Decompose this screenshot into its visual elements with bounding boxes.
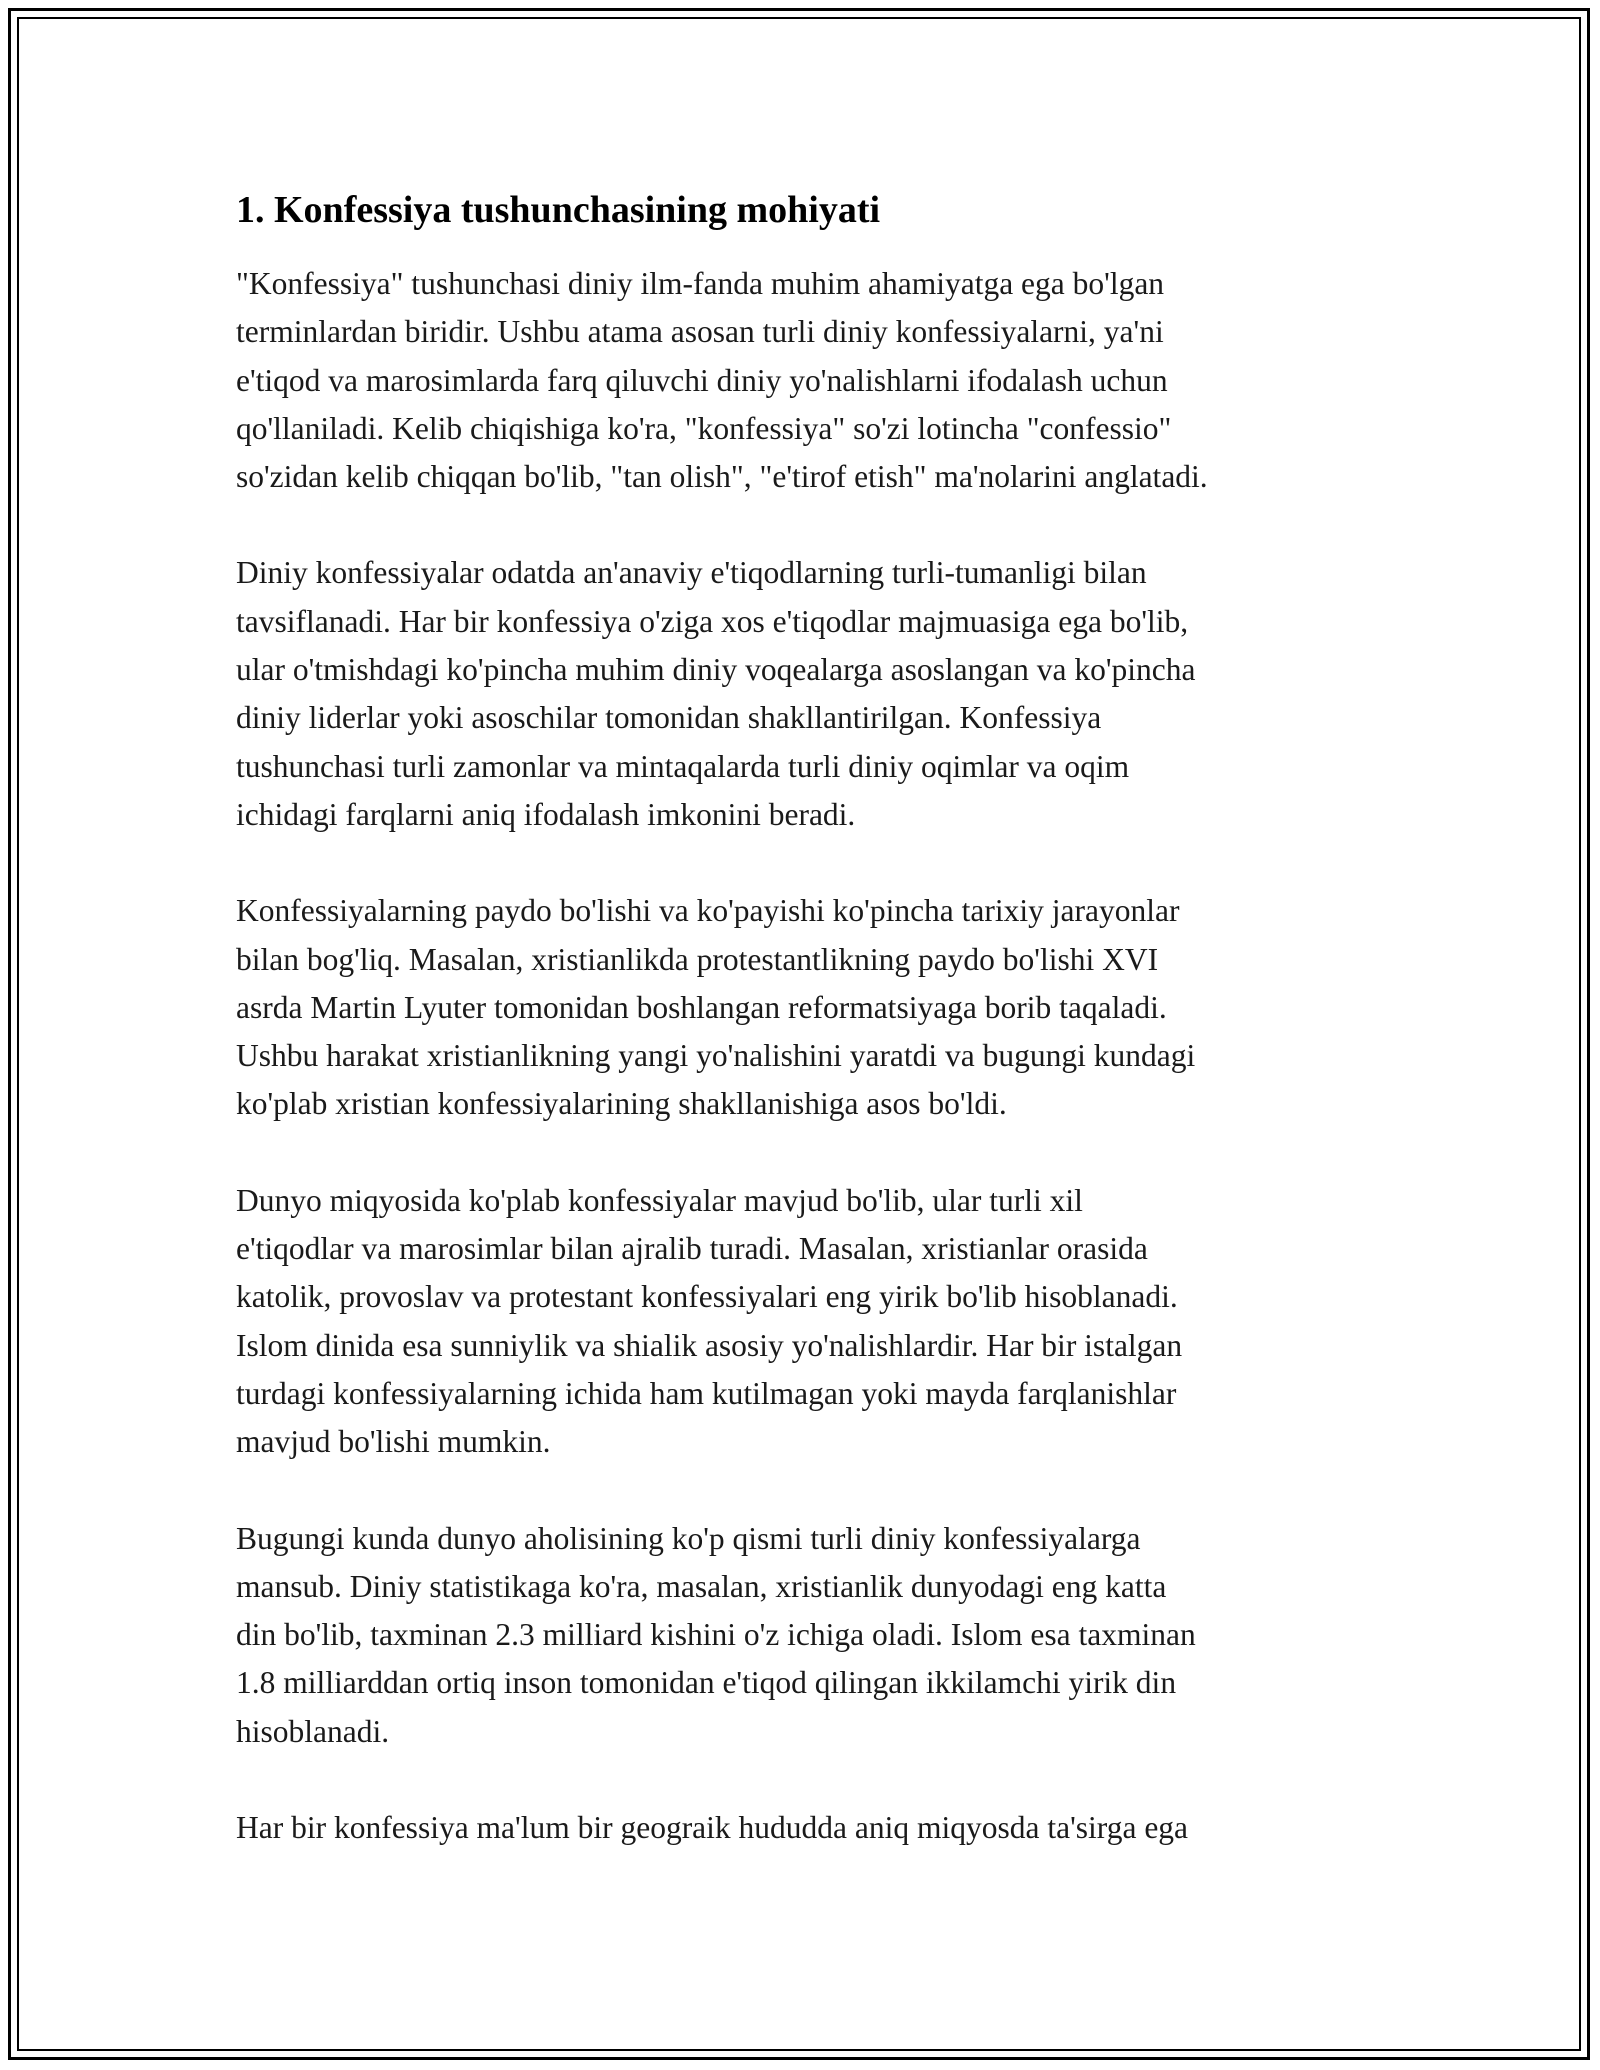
paragraph-line: e'tiqodlar va marosimlar bilan ajralib turadi. Masalan, xristianlar orasida [236,1231,1148,1267]
section-heading: 1. Konfessiya tushunchasining mohiyati [236,189,881,231]
paragraph-line: qo'llaniladi. Kelib chiqishiga ko'ra, "konfessiya" so'zi lotincha "confessio" [236,410,1172,446]
paragraph-line: tushunchasi turli zamonlar va mintaqalarda turli diniy oqimlar va oqim [236,748,1130,784]
paragraph-line: diniy liderlar yoki asoschilar tomonidan shakllantirilgan. Konfessiya [236,700,1102,736]
paragraph-line: terminlardan biridir. Ushbu atama asosan turli diniy konfessiyalarni, ya'ni [236,314,1164,350]
paragraph-line: Konfessiyalarning paydo bo'lishi va ko'payishi ko'pincha tarixiy jarayonlar [236,893,1180,929]
paragraph-line: katolik, provoslav va protestant konfessiyalari eng yirik bo'lib hisoblanadi. [236,1279,1178,1315]
paragraph-line: hisoblanadi. [236,1713,390,1749]
paragraph-line: turdagi konfessiyalarning ichida ham kutilmagan yoki mayda farqlanishlar [236,1375,1177,1411]
paragraph-1 [236,260,1386,501]
paragraph-line: e'tiqod va marosimlarda farq qiluvchi diniy yo'nalishlarni ifodalash uchun [236,362,1168,398]
paragraph-line: "Konfessiya" tushunchasi diniy ilm-fanda muhim ahamiyatga ega bo'lgan [236,266,1165,301]
paragraph-line: mansub. Diniy statistikaga ko'ra, masalan, xristianlik dunyodagi eng katta [236,1568,1167,1604]
paragraph-5 [236,1515,1386,1756]
paragraph-line: bilan bog'liq. Masalan, xristianlikda protestantlikning paydo bo'lishi XVI [236,941,1159,977]
paragraph-line: so'zidan kelib chiqqan bo'lib, "tan olish", "e'tirof etish" ma'nolarini anglatadi. [236,459,1208,495]
paragraph-line: Dunyo miqyosida ko'plab konfessiyalar mavjud bo'lib, ular turli xil [236,1182,1083,1218]
paragraph-line: Ushbu harakat xristianlikning yangi yo'nalishini yaratdi va bugungi kundagi [236,1038,1196,1074]
paragraph-line: tavsiflanadi. Har bir konfessiya o'ziga xos e'tiqodlar majmuasiga ega bo'lib, [236,603,1189,639]
paragraph-line: asrda Martin Lyuter tomonidan boshlangan reformatsiyaga borib taqaladi. [236,989,1167,1025]
paragraph-6 [236,1804,1386,1852]
paragraph-line: ko'plab xristian konfessiyalarining shakllanishiga asos bo'ldi. [236,1086,1007,1122]
paragraph-line: ular o'tmishdagi ko'pincha muhim diniy voqealarga asoslangan va ko'pincha [236,652,1196,688]
paragraph-2 [236,549,1386,839]
paragraph-4 [236,1177,1386,1467]
paragraph-line: Islom dinida esa sunniylik va shialik asosiy yo'nalishlardir. Har bir istalgan [236,1327,1183,1363]
paragraph-line: ichidagi farqlarni aniq ifodalash imkonini beradi. [236,796,856,832]
paragraph-line: 1.8 milliarddan ortiq inson tomonidan e'tiqod qilingan ikkilamchi yirik din [236,1665,1177,1701]
paragraph-line: Diniy konfessiyalar odatda an'anaviy e'tiqodlarning turli-tumanligi bilan [236,555,1147,591]
paragraph-line: mavjud bo'lishi mumkin. [236,1424,551,1460]
paragraph-3 [236,887,1386,1128]
paragraph-line: Har bir konfessiya ma'lum bir geograik hududda aniq miqyosda ta'sirga ega [236,1810,1189,1846]
paragraph-line: din bo'lib, taxminan 2.3 milliard kishini o'z ichiga oladi. Islom esa taxminan [236,1617,1196,1653]
paragraph-line: Bugungi kunda dunyo aholisining ko'p qismi turli diniy konfessiyalarga [236,1520,1141,1556]
document-body [236,186,1386,1900]
